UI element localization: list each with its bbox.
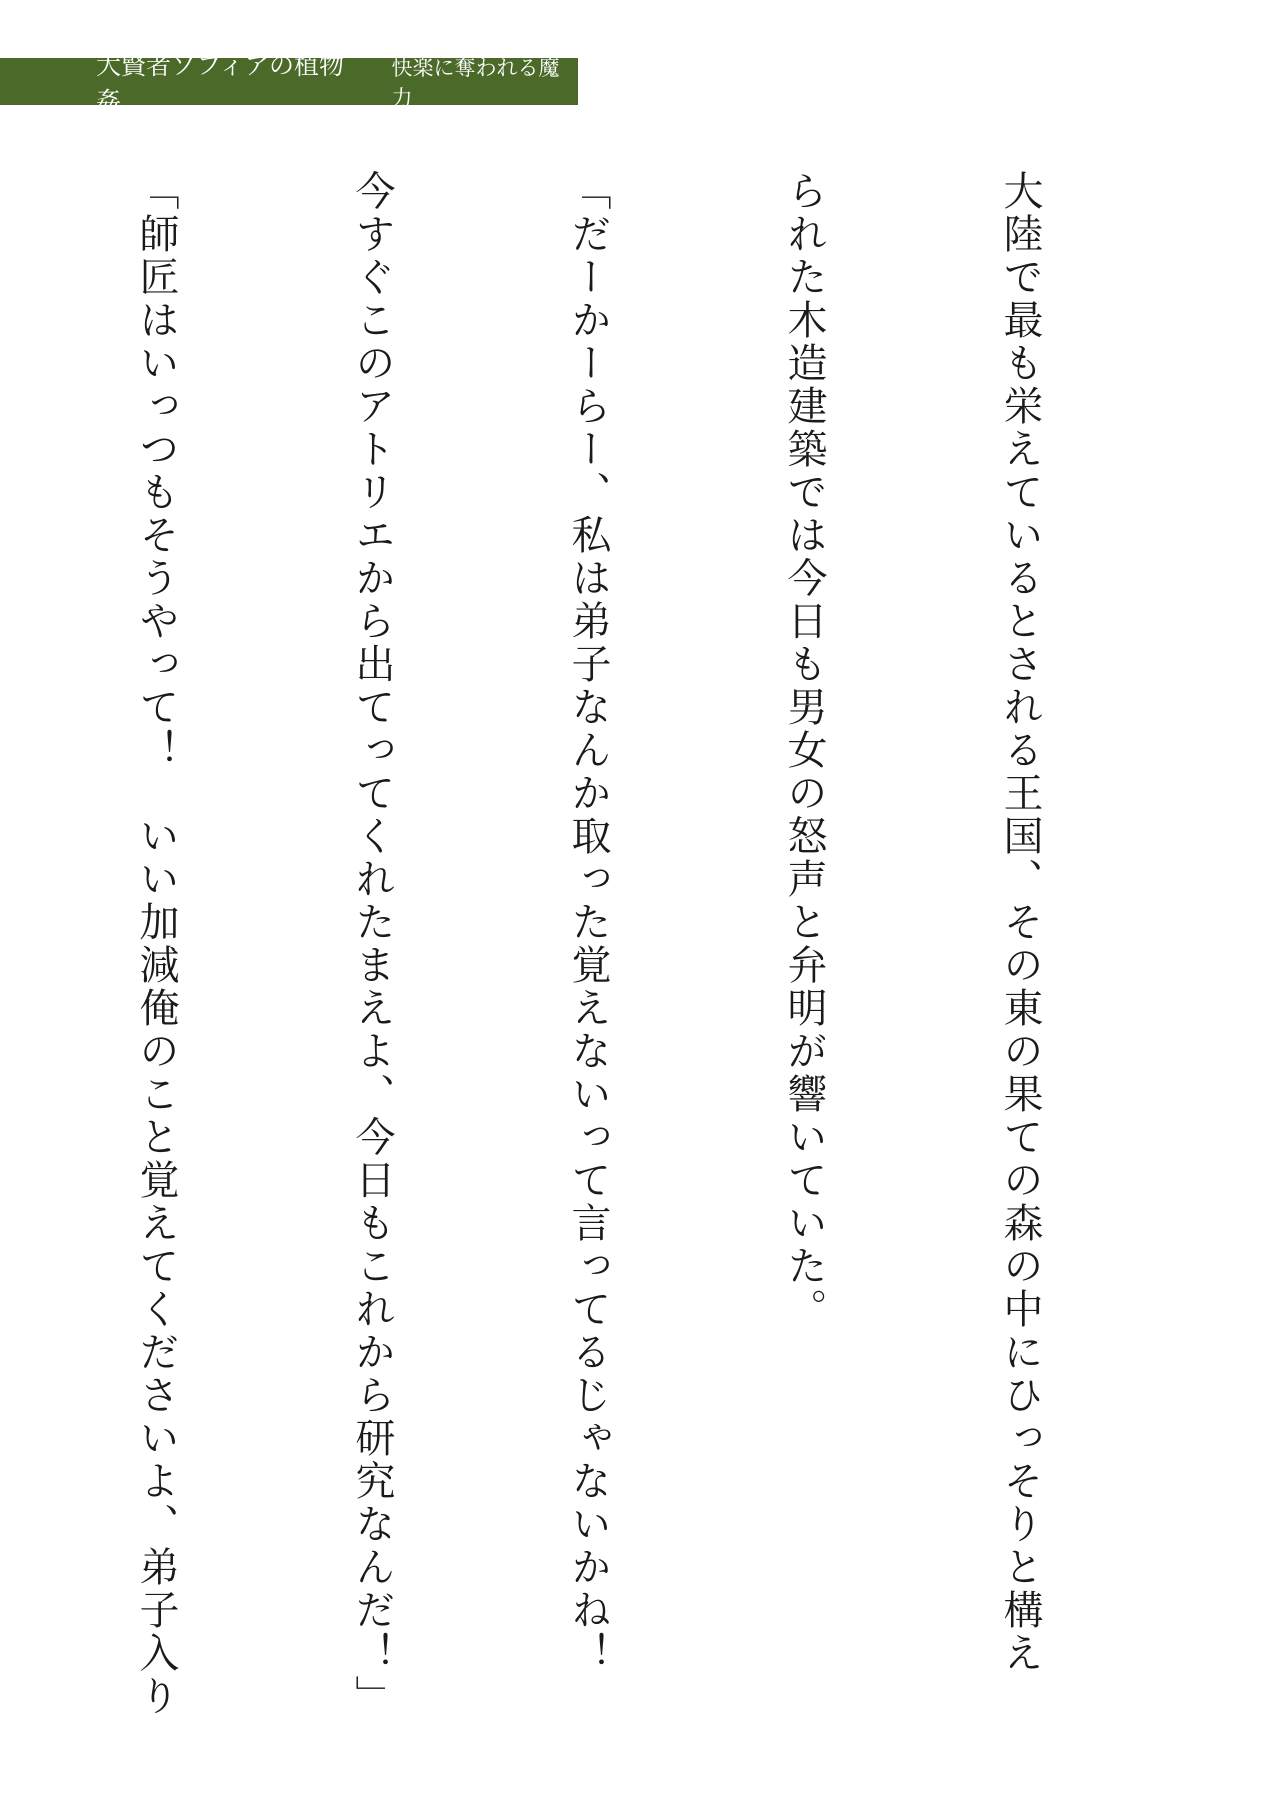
text-line: 「師匠はいっつもそうやって！ いい加減俺のこと覚えてくださいよ、弟子入り [133,170,179,1718]
text-line: られた木造建築では今日も男女の怒声と弁明が響いていた。 [781,170,827,1331]
book-title: 大賢者ソフィアの植物姦 [96,50,345,116]
text-line: 大陸で最も栄えているとされる王国、その東の果ての森の中にひっそりと構え [997,170,1043,1675]
body-text [0,170,1200,1730]
running-header [0,50,578,116]
chapter-title: 快楽に奪われる魔力 [391,55,560,110]
text-line: 今すぐこのアトリエから出てってくれたまえよ、今日もこれから研究なんだ！」 [349,170,395,1718]
text-line: 「だーかーらー、私は弟子なんか取った覚えないって言ってるじゃないかね！ [565,170,611,1675]
